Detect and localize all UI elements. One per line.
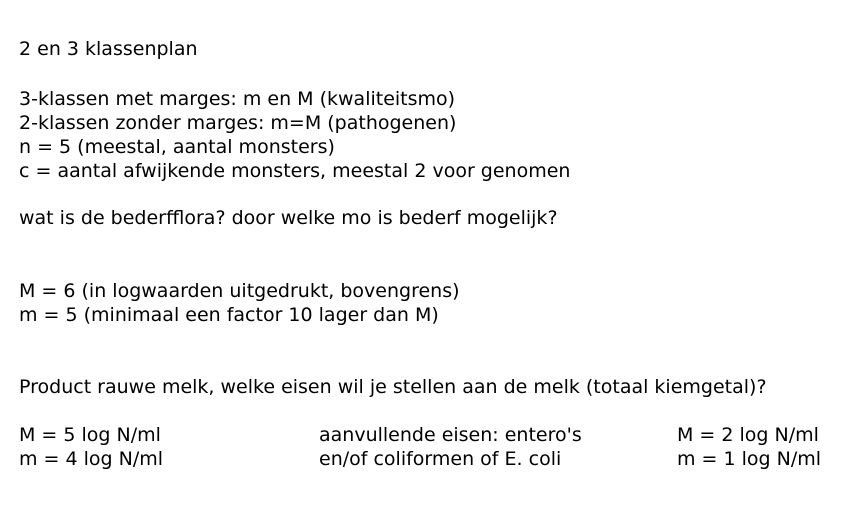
milk-entero-m: m = 1 log N/ml (677, 448, 822, 470)
additional-requirements-label: aanvullende eisen: entero's (319, 424, 582, 446)
limit-lower-m: m = 5 (minimaal een factor 10 lager dan M) (19, 304, 439, 326)
milk-total-count-M: M = 5 log N/ml (19, 424, 161, 446)
milk-total-count-m: m = 4 log N/ml (19, 448, 164, 470)
raw-milk-question: Product rauwe melk, welke eisen wil je stellen aan de melk (totaal kiemgetal)? (19, 376, 767, 398)
definition-two-class: 2-klassen zonder marges: m=M (pathogenen) (19, 112, 457, 134)
definition-c: c = aantal afwijkende monsters, meestal 2 voor genomen (19, 160, 571, 182)
definition-n: n = 5 (meestal, aantal monsters) (19, 136, 335, 158)
milk-entero-M: M = 2 log N/ml (677, 424, 819, 446)
definition-three-class: 3-klassen met marges: m en M (kwaliteitsmo) (19, 88, 456, 110)
spoilage-question: wat is de bederfflora? door welke mo is bederf mogelijk? (19, 207, 558, 229)
page-title: 2 en 3 klassenplan (19, 38, 198, 60)
coliform-requirements-label: en/of coliformen of E. coli (319, 448, 562, 470)
limit-upper-M: M = 6 (in logwaarden uitgedrukt, bovengrens) (19, 280, 460, 302)
